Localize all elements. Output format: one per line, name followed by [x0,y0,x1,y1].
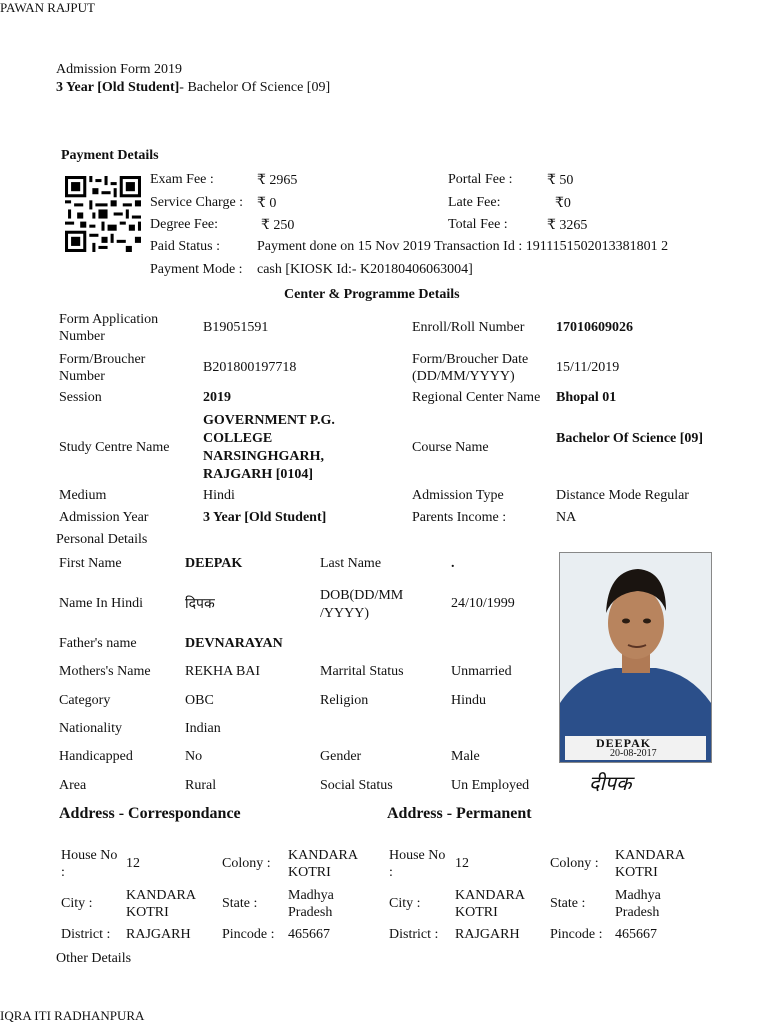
exam-fee-value [257,172,297,189]
total-fee-value [547,217,587,234]
admission-type-value: Distance Mode Regular [556,488,689,503]
personal-heading: Personal Details [56,532,148,547]
session-value: 2019 [203,390,231,405]
form-subtitle-bold: 3 Year [Old Student] [56,80,180,95]
admission-type-label: Admission Type [412,488,504,503]
religion-label: Religion [320,693,369,708]
degree-fee-amount: 250 [273,218,295,233]
rupee-icon: ₹ [257,196,266,211]
late-fee-amount: 0 [563,196,571,211]
category-label: Category [59,693,111,708]
name-hindi-value: दिपक [185,596,215,612]
portal-fee-label: Portal Fee : [448,172,513,187]
perm-house-label: House No : [389,848,446,880]
student-photo [559,552,712,763]
area-label: Area [59,778,87,793]
corr-colony-label: Colony : [222,856,271,871]
first-name-label: First Name [59,556,122,571]
broucher-no-label: Form/Broucher Number [59,352,146,384]
broucher-no-value: B201800197718 [203,360,297,375]
late-fee-label: Late Fee: [448,195,501,210]
dob-label: DOB(DD/MM /YYYY) [320,588,404,621]
rupee-icon: ₹ [555,196,564,211]
perm-district-value: RAJGARH [455,927,520,942]
paid-status-value: Payment done on 15 Nov 2019 Transaction Id : 1911151502013381801 2 [257,239,669,254]
broucher-date-value: 15/11/2019 [556,360,620,375]
course-label: Course Name [412,440,489,455]
payment-mode-value: cash [KIOSK Id:- K20180406063004] [257,262,473,277]
perm-state-label: State : [550,896,586,911]
perm-colony-value: KANDARA KOTRI [615,848,685,880]
signature [559,767,710,799]
portal-fee-value [547,172,573,189]
rupee-icon: ₹ [547,218,556,233]
corr-city-label: City : [61,896,93,911]
form-app-no-value: B19051591 [203,320,269,335]
corr-state-value: Madhya Pradesh [288,888,334,920]
rupee-icon: ₹ [547,173,556,188]
form-title: Admission Form 2019 [56,62,183,77]
medium-label: Medium [59,488,107,503]
parents-income-value: NA [556,510,577,525]
study-centre-value: GOVERNMENT P.G. COLLEGE NARSINGHGARH, RAJGARH [0104] [203,413,335,482]
gender-value: Male [451,749,480,764]
service-charge-amount: 0 [269,196,277,211]
paid-status-label: Paid Status : [150,239,221,254]
handicapped-value: No [185,749,203,764]
signature-text: दीपक [589,771,632,795]
corr-house-label: House No : [61,848,118,880]
course-value: Bachelor Of Science [09] [556,431,704,446]
first-name-value: DEEPAK [185,556,243,571]
nationality-label: Nationality [59,721,122,736]
marital-value: Unmarried [451,664,512,679]
admission-year-label: Admission Year [59,510,149,525]
religion-value: Hindu [451,693,486,708]
father-label: Father's name [59,636,137,651]
enroll-value: 17010609026 [556,320,633,335]
total-fee-amount: 3265 [559,218,588,233]
late-fee-value [555,195,571,212]
perm-pincode-label: Pincode : [550,927,603,942]
photo-caption-date: 20-08-2017 [610,748,657,759]
enroll-label: Enroll/Roll Number [412,320,525,335]
payment-mode-label: Payment Mode : [150,262,243,277]
regional-label: Regional Center Name [412,390,541,405]
perm-city-value: KANDARA KOTRI [455,888,525,920]
corr-pincode-label: Pincode : [222,927,275,942]
rupee-icon: ₹ [261,218,270,233]
handicapped-label: Handicapped [59,749,133,764]
gender-label: Gender [320,749,362,764]
footer-name: IQRA ITI RADHANPURA [0,1008,145,1023]
medium-value: Hindi [203,488,235,503]
portal-fee-amount: 50 [559,173,574,188]
corr-pincode-value: 465667 [288,927,330,942]
social-value: Un Employed [451,778,530,793]
corr-house-value: 12 [126,856,140,871]
corr-district-value: RAJGARH [126,927,191,942]
address-perm-heading: Address - Permanent [387,805,532,822]
session-label: Session [59,390,102,405]
perm-colony-label: Colony : [550,856,599,871]
marital-label: Marrital Status [320,664,404,679]
total-fee-label: Total Fee : [448,217,508,232]
other-heading: Other Details [56,951,132,966]
perm-pincode-value: 465667 [615,927,657,942]
form-subtitle-rest: - Bachelor Of Science [09] [179,80,331,95]
area-value: Rural [185,778,217,793]
category-value: OBC [185,693,214,708]
exam-fee-label: Exam Fee : [150,172,214,187]
corr-district-label: District : [61,927,111,942]
admission-year-value: 3 Year [Old Student] [203,510,327,525]
dob-value: 24/10/1999 [451,596,515,611]
last-name-label: Last Name [320,556,382,571]
form-subtitle [56,80,330,96]
perm-house-value: 12 [455,856,469,871]
degree-fee-label: Degree Fee: [150,217,219,232]
header-name: PAWAN RAJPUT [0,0,95,15]
mother-label: Mothers's Name [59,664,151,679]
parents-income-label: Parents Income : [412,510,507,525]
name-hindi-label: Name In Hindi [59,596,143,611]
form-app-no-label: Form Application Number [59,312,159,344]
father-value: DEVNARAYAN [185,636,283,651]
student-photo-image [560,553,711,762]
social-label: Social Status [320,778,393,793]
corr-state-label: State : [222,896,258,911]
nationality-value: Indian [185,721,221,736]
perm-district-label: District : [389,927,439,942]
regional-value: Bhopal 01 [556,390,617,405]
rupee-icon: ₹ [257,173,266,188]
perm-state-value: Madhya Pradesh [615,888,661,920]
payment-heading: Payment Details [61,148,159,163]
mother-value: REKHA BAI [185,664,261,679]
last-name-value: . [451,556,455,571]
degree-fee-value [261,217,294,234]
center-heading: Center & Programme Details [284,287,460,302]
qr-code-icon [65,176,141,252]
exam-fee-amount: 2965 [269,173,298,188]
corr-colony-value: KANDARA KOTRI [288,848,358,880]
perm-city-label: City : [389,896,421,911]
corr-city-value: KANDARA KOTRI [126,888,196,920]
service-charge-value [257,195,276,212]
study-centre-label: Study Centre Name [59,440,170,455]
broucher-date-label: Form/Broucher Date (DD/MM/YYYY) [412,352,529,384]
service-charge-label: Service Charge : [150,195,244,210]
address-corr-heading: Address - Correspondance [59,805,241,822]
photo-caption-name: DEEPAK [596,736,652,750]
